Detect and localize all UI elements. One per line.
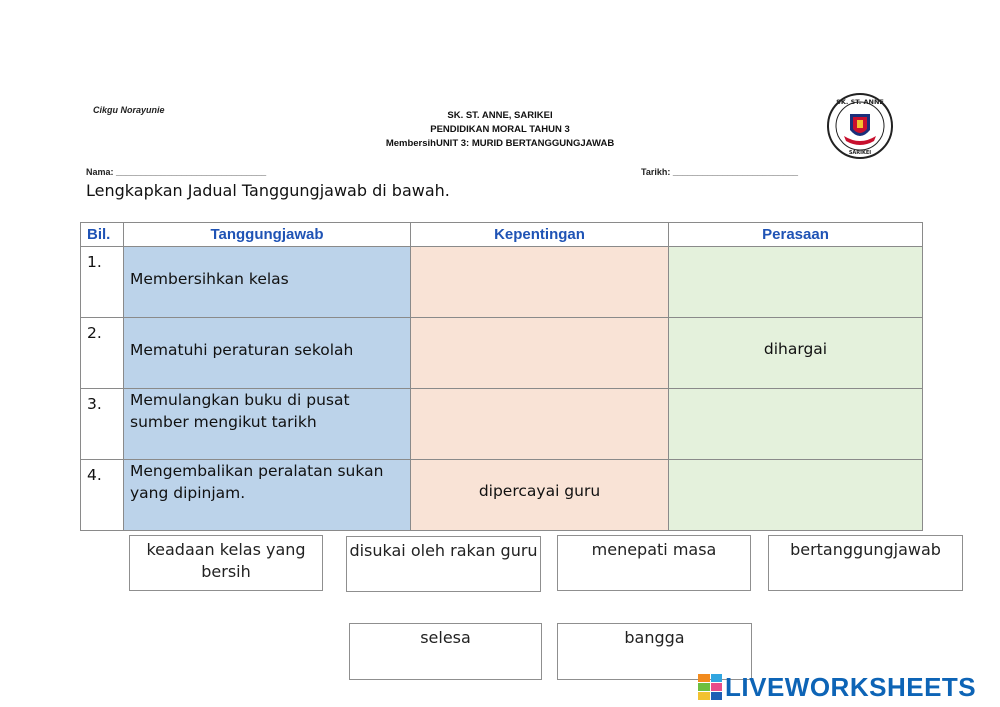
table-row [81, 247, 923, 318]
drop-zone-kepentingan[interactable] [411, 318, 669, 389]
responsibility-text: Memulangkan buku di pusat sumber mengikut tarikh [130, 391, 350, 431]
school-logo [826, 92, 894, 160]
row-number: 2. [81, 318, 124, 389]
drop-zone-perasaan[interactable] [669, 318, 923, 389]
logo-bottom-text: SARIKEI [848, 150, 872, 156]
liveworksheets-brand [698, 672, 976, 702]
subject-title: PENDIDIKAN MORAL TAHUN 3 [430, 124, 570, 135]
liveworksheets-wordmark: LIVEWORKSHEETS [725, 671, 977, 702]
header-tanggungjawab: Tanggungjawab [124, 223, 411, 247]
answer-chip-bangga[interactable]: bangga [557, 623, 752, 680]
teacher-name: Cikgu Norayunie [93, 105, 165, 115]
school-name: SK. ST. ANNE, SARIKEI [447, 110, 553, 121]
table-row [81, 460, 923, 531]
answer-chip-bertanggungjawab[interactable]: bertanggungjawab [768, 535, 963, 591]
table-row [81, 389, 923, 460]
responsibility-text: Membersihkan kelas [130, 270, 289, 288]
answer-chip-keadaan-kelas[interactable]: keadaan kelas yang bersih [129, 535, 323, 591]
instruction: Lengkapkan Jadual Tanggungjawab di bawah. [86, 181, 450, 200]
drop-zone-kepentingan[interactable] [411, 460, 669, 531]
liveworksheets-logo-icon [698, 674, 722, 700]
unit-title: MembersihUNIT 3: MURID BERTANGGUNGJAWAB [385, 138, 615, 149]
placed-answer: dipercayai guru [478, 482, 601, 500]
row-number: 3. [81, 389, 124, 460]
header-bil: Bil. [81, 223, 124, 247]
row-number: 1. [81, 247, 124, 318]
table-row [81, 318, 923, 389]
answer-chip-menepati-masa[interactable]: menepati masa [557, 535, 751, 591]
answer-chip-disukai-rakan[interactable]: disukai oleh rakan guru [346, 536, 541, 592]
header-perasaan: Perasaan [669, 223, 923, 247]
date-field[interactable]: Tarikh: _________________________ [641, 167, 798, 177]
drop-zone-kepentingan[interactable] [411, 389, 669, 460]
responsibility-text: Mematuhi peraturan sekolah [130, 341, 354, 359]
answer-chip-selesa[interactable]: selesa [349, 623, 542, 680]
placed-answer: dihargai [763, 340, 828, 358]
drop-zone-perasaan[interactable] [669, 460, 923, 531]
drop-zone-perasaan[interactable] [669, 389, 923, 460]
table-header-row [81, 223, 923, 247]
drop-zone-perasaan[interactable] [669, 247, 923, 318]
logo-top-text: SK. ST. ANNE [836, 98, 884, 106]
responsibility-text: Mengembalikan peralatan sukan yang dipinjam. [130, 462, 384, 502]
name-field[interactable]: Nama: ______________________________ [86, 167, 267, 177]
drop-zone-kepentingan[interactable] [411, 247, 669, 318]
row-number: 4. [81, 460, 124, 531]
responsibility-table [80, 222, 923, 531]
header-kepentingan: Kepentingan [411, 223, 669, 247]
